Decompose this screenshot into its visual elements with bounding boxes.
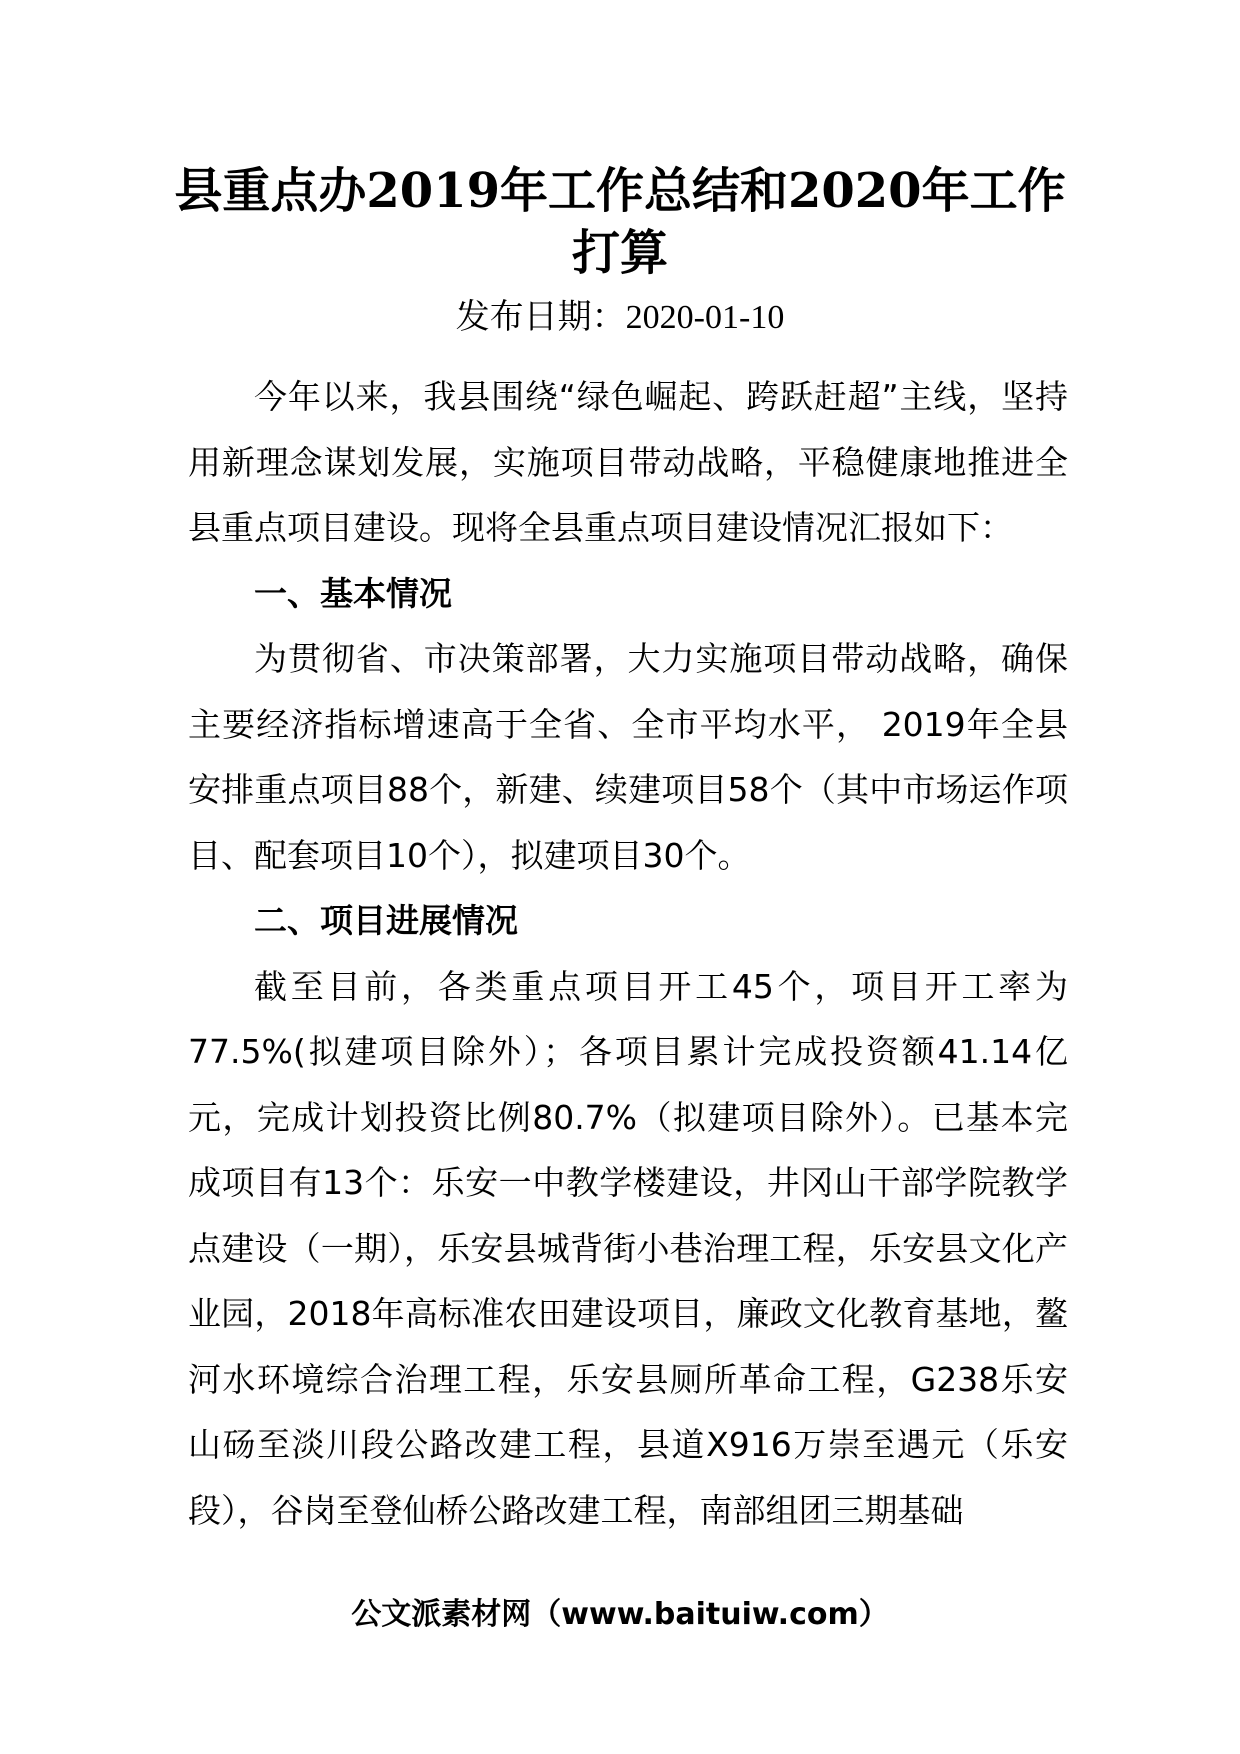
section-heading-basic: 一、基本情况 [254,573,452,613]
section-paragraph-progress: 截至目前，各类重点项目开工45个，项目开工率为77.5%(拟建项目除外）；各项目累计完成投资额41.14亿元，完成计划投资比例80.7%（拟建项目除外）。已基本完成项目有13个：乐安一中教学楼建设，井冈山干部学院教学点建设（一期），乐安县城背街小巷治理工程，乐安县文化产业园，2018年高标准农田建设项目，廉政文化教育基地，鳌河水环境综合治理工程，乐安县厕所革命工程，G238乐安山砀至淡川段公路改建工程，县道X916万崇至遇元（乐安段），谷岗至登仙桥公路改建工程，南部组团三期基础 [188,966,1068,1530]
section-paragraph-basic: 为贯彻省、市决策部署，大力实施项目带动战略，确保主要经济指标增速高于全省、全市平均水平， 2019年全县安排重点项目88个，新建、续建项目58个（其中市场运作项目、配套项目10个），拟建项目30个。 [188,639,1068,875]
document-title: 县重点办2019年工作总结和2020年工作打算 [174,163,1066,281]
footer-source: 公文派素材网（www.baituiw.com） [351,1597,889,1632]
section-heading-progress: 二、项目进展情况 [254,901,518,940]
intro-paragraph: 今年以来，我县围绕“绿色崛起、跨跃赶超”主线，坚持用新理念谋划发展，实施项目带动战略，平稳健康地推进全县重点项目建设。现将全县重点项目建设情况汇报如下： [188,377,1068,547]
publish-date: 发布日期：2020-01-10 [455,299,785,336]
document-body [188,364,1068,1543]
